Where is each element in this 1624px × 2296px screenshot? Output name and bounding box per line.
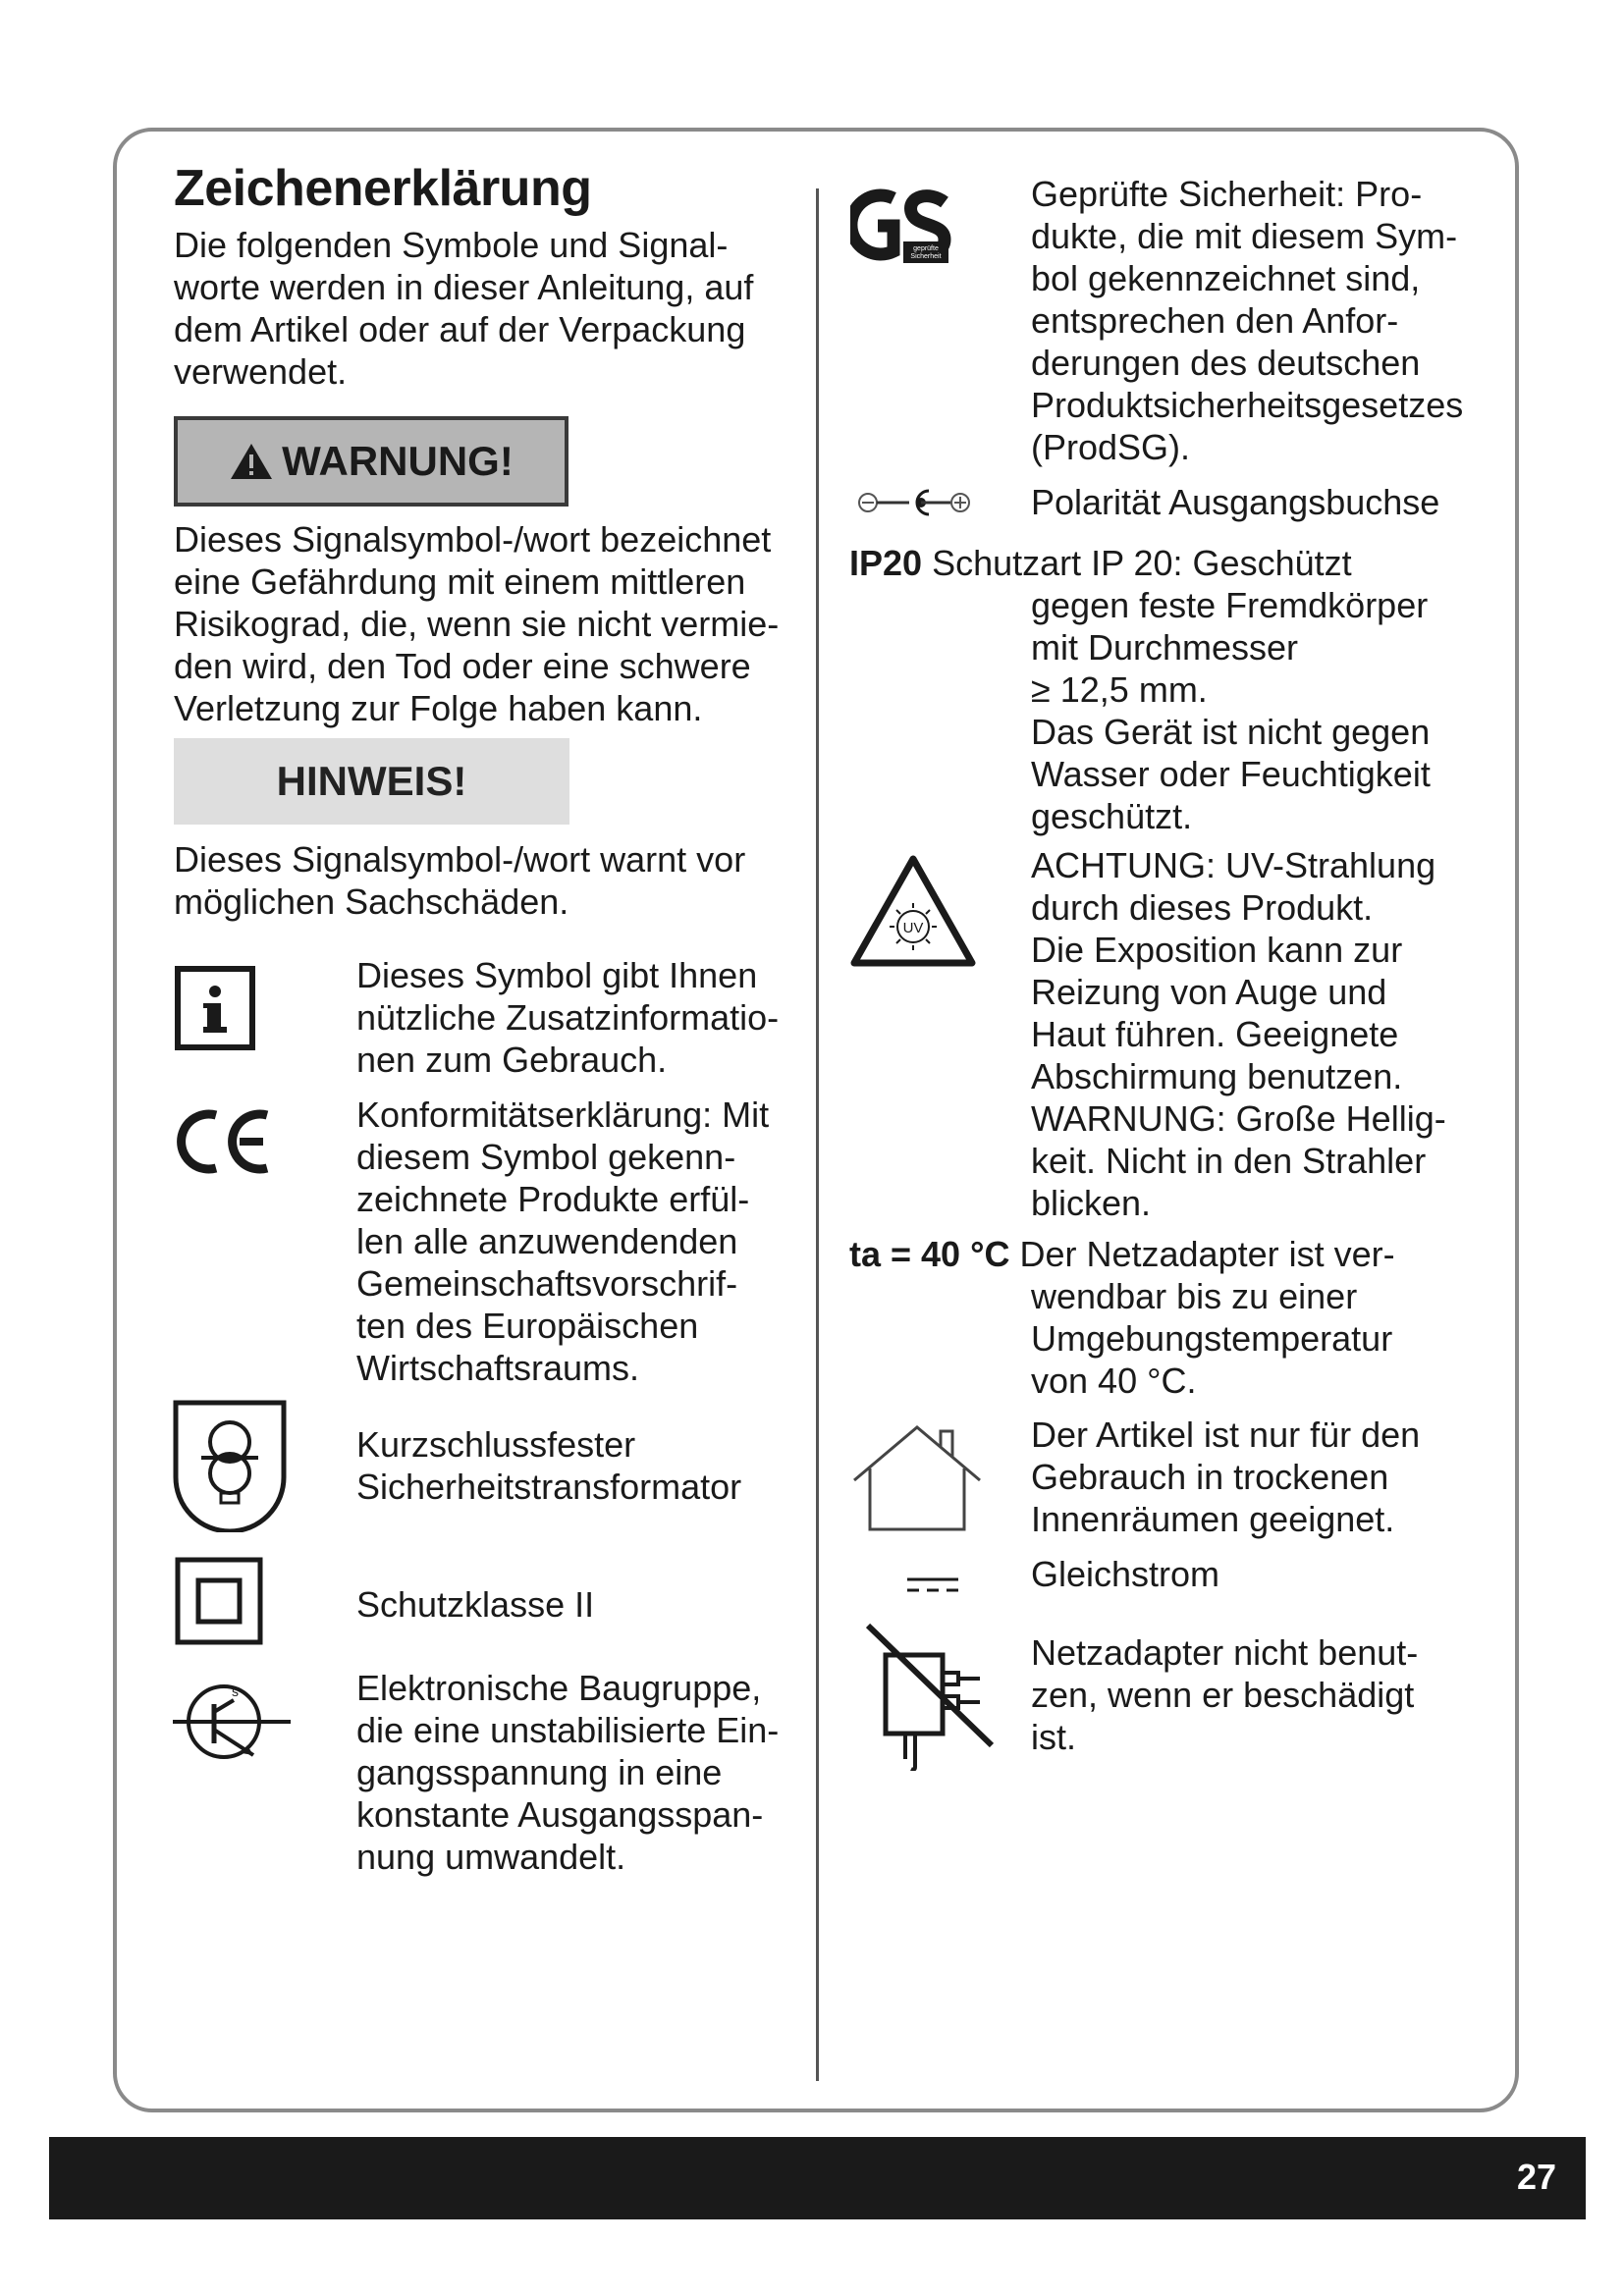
hint-label: HINWEIS!: [276, 758, 467, 804]
indoor-house-icon: [850, 1423, 984, 1533]
direct-current-icon: [905, 1575, 960, 1596]
ta-first-line: Der Netzadapter ist ver-: [1009, 1234, 1395, 1274]
gs-mark-caption: geprüfte Sicherheit: [910, 245, 942, 260]
footer-bar: [49, 2137, 1586, 2219]
safety-transformer-icon: [172, 1399, 288, 1532]
damaged-adapter-text: Netzadapter nicht benut- zen, wenn er beschädigt ist.: [1031, 1632, 1419, 1757]
svg-text:s: s: [232, 1683, 239, 1699]
warning-label-box: [174, 416, 568, 507]
hint-label-box: [174, 738, 569, 825]
uv-icon-label: UV: [902, 920, 924, 936]
uv-warning-icon: [850, 854, 976, 968]
column-divider: [816, 188, 819, 2081]
gs-mark-icon: [850, 183, 954, 267]
gs-symbol-text: Geprüfte Sicherheit: Pro- dukte, die mit diesem Sym- bol gekennzeichnet sind, entsprechen den Anfor- derungen des deutschen Produktsicherheitsgesetzes (ProdSG).: [1031, 174, 1464, 467]
hint-text: Dieses Signalsymbol-/wort warnt vor möglichen Sachschäden.: [174, 839, 746, 922]
polarity-text: Polarität Ausgangsbuchse: [1031, 482, 1440, 522]
ip20-label: IP20: [849, 543, 923, 583]
no-damaged-adapter-icon: [864, 1622, 996, 1771]
ce-mark-icon: [171, 1107, 279, 1176]
intro-text: Die folgenden Symbole und Signal- worte werden in dieser Anleitung, auf dem Artikel oder auf der Verpackung verwendet.: [174, 225, 754, 392]
warning-label: WARNUNG!: [282, 438, 514, 484]
ta-heading: [849, 1233, 1395, 1275]
direct-current-text: Gleichstrom: [1031, 1554, 1220, 1594]
ta-label: ta = 40 °C: [849, 1234, 1010, 1274]
uv-warning-text: ACHTUNG: UV-Strahlung durch dieses Produkt. Die Exposition kann zur Reizung von Auge und Haut führen. Geeignete Abschirmung benutzen. WARNUNG: Große Hellig- keit. Nicht in den Strahler blicken.: [1031, 845, 1446, 1223]
warning-text: Dieses Signalsymbol-/wort bezeichnet eine Gefährdung mit einem mittleren Risikograd, die, wenn sie nicht vermie- den wird, den Tod oder eine schwere Verletzung zur Folge haben kann.: [174, 519, 780, 728]
ta-text: wendbar bis zu einer Umgebungstemperatur von 40 °C.: [1031, 1276, 1393, 1401]
page-number: 27: [1516, 2157, 1556, 2197]
warning-triangle-icon: [229, 442, 274, 481]
indoor-text: Der Artikel ist nur für den Gebrauch in trockenen Innenräumen geeignet.: [1031, 1415, 1421, 1539]
ip20-text: gegen feste Fremdkörper mit Durchmesser ≥ 12,5 mm. Das Gerät ist nicht gegen Wasser oder Feuchtigkeit geschützt.: [1031, 585, 1431, 836]
polarity-icon: [854, 487, 974, 518]
info-icon: [175, 966, 255, 1050]
info-symbol-text: Dieses Symbol gibt Ihnen nützliche Zusatzinformatio- nen zum Gebrauch.: [356, 955, 780, 1080]
ip20-first-line: Schutzart IP 20: Geschützt: [922, 543, 1352, 583]
transformer-symbol-text: Kurzschlussfester Sicherheitstransformator: [356, 1424, 742, 1507]
protection-class-2-icon: [175, 1557, 263, 1645]
ip20-heading: [849, 542, 1352, 584]
electronic-module-icon: [171, 1675, 293, 1765]
ce-symbol-text: Konformitätserklärung: Mit diesem Symbol gekenn- zeichnete Produkte erfül- len alle anzuwendenden Gemeinschaftsvorschrif- ten des Europäischen Wirtschaftsraums.: [356, 1095, 770, 1388]
electronic-module-text: Elektronische Baugruppe, die eine unstabilisierte Ein- gangsspannung in eine konstante Ausgangsspan- nung umwandelt.: [356, 1668, 780, 1877]
page-title: Zeichenerklärung: [174, 160, 592, 217]
protection-class-text: Schutzklasse II: [356, 1584, 595, 1625]
